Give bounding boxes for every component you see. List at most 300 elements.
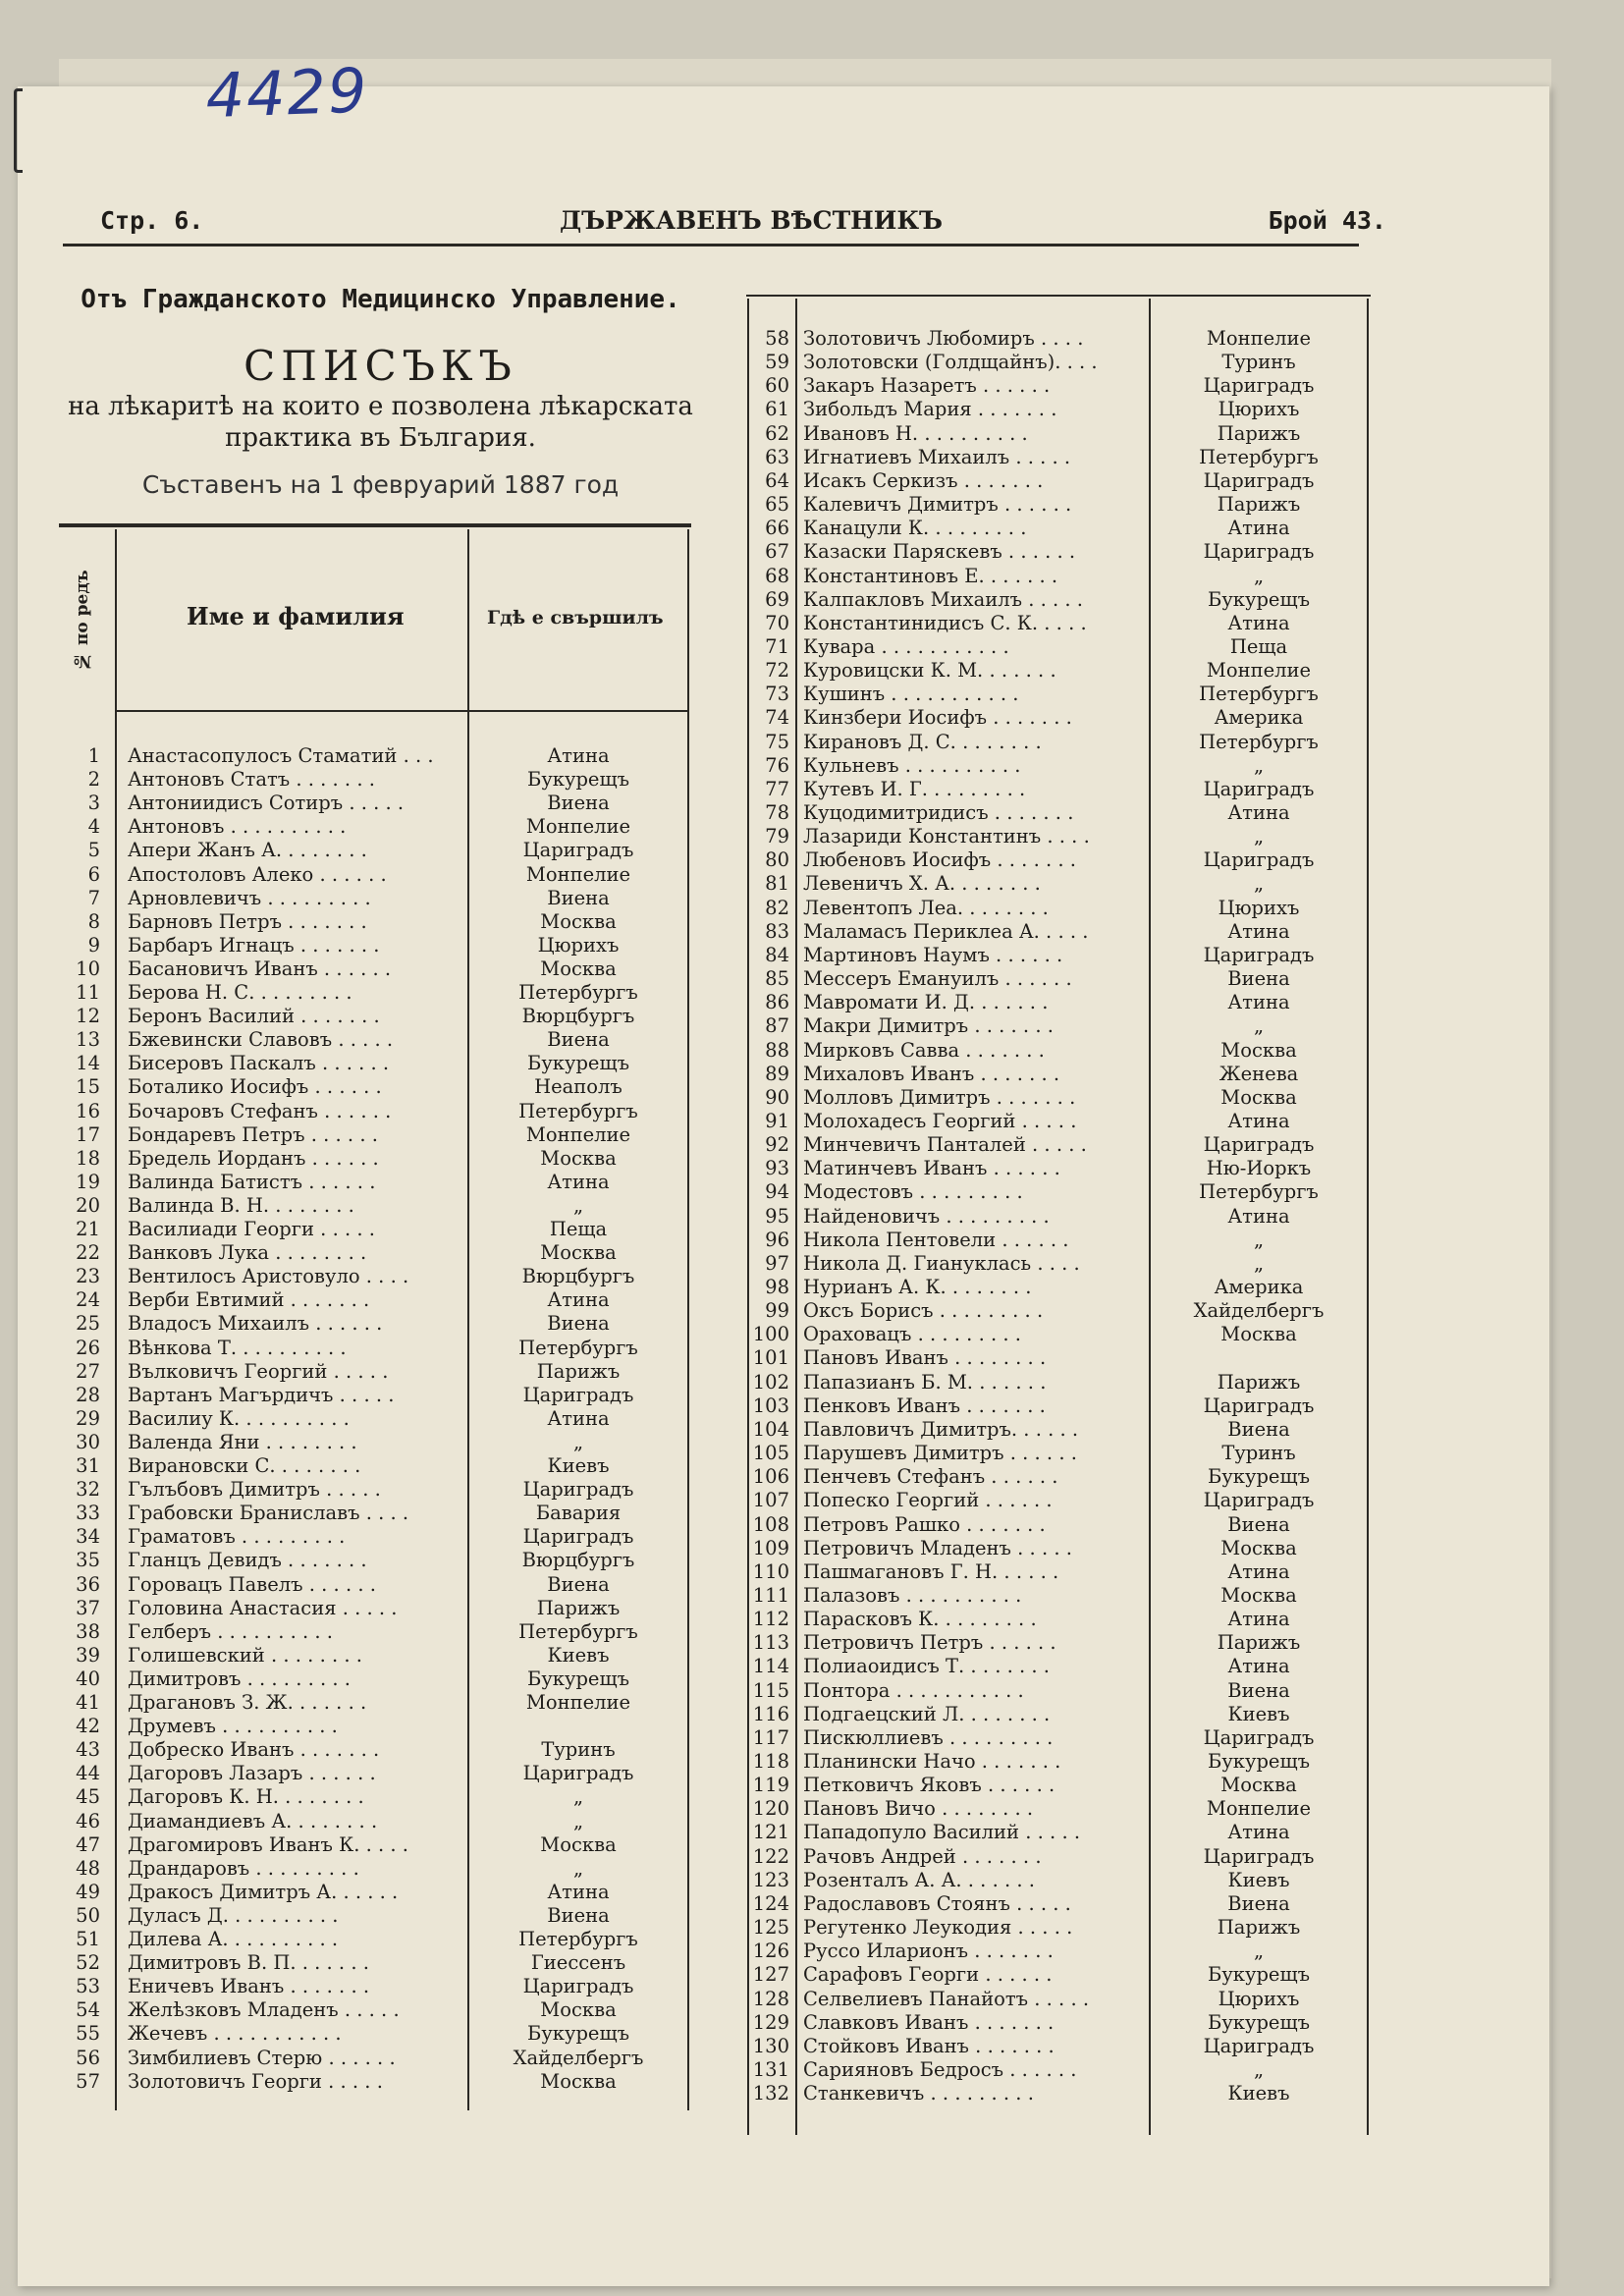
graduation-city: Атина [547,1406,610,1430]
row-number: 53 [76,1975,100,1998]
table-row [746,872,1371,896]
doctor-name: Никола Пентовели . . . . . . [803,1228,1069,1251]
doctor-name: Дагоровъ К. Н. . . . . . . . [128,1785,364,1809]
table-row [746,1988,1371,2011]
table-row [746,1821,1371,1844]
doctor-name: Калевичъ Димитръ . . . . . . [803,493,1072,517]
row-number: 132 [752,2082,789,2105]
table-row [59,792,691,815]
authority-heading: Отъ Гражданското Медицинско Управление. [81,285,680,314]
table-row [59,1549,691,1572]
graduation-city: Цариградъ [522,1975,634,1998]
graduation-city: Цариградъ [1203,943,1315,966]
row-number: 18 [76,1146,100,1170]
row-number: 22 [76,1241,100,1265]
graduation-city: Парижъ [536,1359,621,1383]
table-row [746,374,1371,398]
graduation-city: Москва [1220,1536,1297,1559]
doctor-name: Подгаецский Л. . . . . . . . [803,1702,1051,1725]
graduation-city: Гиессенъ [530,1951,626,1975]
table-row [746,1655,1371,1678]
doctor-name: Вълковичъ Георгий . . . . . [128,1359,389,1383]
table-row [746,2011,1371,2035]
graduation-city: Москва [540,2069,617,2093]
graduation-city: Атина [1227,919,1290,943]
newspaper-title: ДЪРЖАВЕНЪ ВѢСТНИКЪ [560,206,944,235]
graduation-city: Киевъ [1227,1868,1290,1891]
row-number: 105 [752,1442,789,1465]
row-number: 31 [76,1454,100,1477]
graduation-city: Парижъ [1217,493,1301,517]
doctor-name: Василиади Георги . . . . . [128,1218,375,1240]
row-number: 85 [765,967,789,991]
graduation-city: Букурещъ [526,1052,630,1075]
table-row [59,934,691,957]
row-number: 82 [765,896,789,919]
row-number: 91 [765,1109,789,1132]
row-number: 104 [752,1417,789,1441]
left-table [59,523,691,2114]
graduation-city: Петербургъ [1199,730,1319,753]
doctor-name: Мартиновъ Наумъ . . . . . . [803,943,1063,966]
row-number: 87 [765,1014,789,1038]
row-number: 13 [76,1028,100,1052]
graduation-city: Вюрцбургъ [521,1549,635,1572]
graduation-city: Цариградъ [522,1525,634,1549]
doctor-name: Берова Н. С. . . . . . . . . [128,981,352,1004]
row-number: 74 [765,706,789,730]
row-number: 76 [765,753,789,777]
graduation-city: Цариградъ [522,1383,634,1406]
row-number: 80 [765,848,789,872]
graduation-city: Цариградъ [1203,848,1315,872]
table-row [59,863,691,887]
list-description: на лѣкаритѣ на които е позволена лѣкарската [68,392,693,421]
graduation-city: „ [1253,2057,1265,2081]
graduation-city: Виена [547,1572,610,1596]
graduation-city: Атина [1227,801,1290,824]
table-row [59,2070,691,2094]
doctor-name: Петровичъ Петръ . . . . . . [803,1631,1056,1655]
graduation-city: Пеща [1229,634,1288,658]
row-number: 19 [76,1170,100,1193]
graduation-city: Виена [1227,1891,1290,1915]
table-row [59,887,691,910]
graduation-city: Пеща [549,1218,608,1240]
table-row [746,1323,1371,1346]
row-number: 65 [765,493,789,517]
graduation-city: Цюрихъ [1218,398,1300,421]
row-number: 32 [76,1478,100,1502]
row-number: 129 [752,2010,789,2034]
row-number: 102 [752,1370,789,1394]
graduation-city: Букурещъ [1207,1750,1311,1773]
row-number: 1 [87,744,100,767]
table-row [59,1502,691,1525]
row-number: 60 [765,374,789,398]
graduation-city: Цюрихъ [1218,896,1300,919]
row-number: 116 [752,1702,789,1725]
doctor-name: Кульневъ . . . . . . . . . . [803,753,1021,777]
doctor-name: Любеновъ Иосифъ . . . . . . . [803,848,1076,872]
row-number: 41 [76,1691,100,1714]
row-number: 3 [87,792,100,815]
graduation-city: Цариградъ [1203,1489,1315,1512]
table-row [59,1762,691,1785]
doctor-name: Диамандиевъ А. . . . . . . . [128,1809,378,1832]
table-row [746,1560,1371,1584]
graduation-city: Америка [1214,706,1304,730]
doctor-name: Константиновъ Е. . . . . . . [803,564,1058,587]
graduation-city: Ню-Иоркъ [1206,1157,1312,1180]
table-row [746,1774,1371,1797]
table-top-rule [59,523,691,527]
doctor-name: Василиу К. . . . . . . . . . [128,1406,350,1430]
doctor-name: Радославовъ Стоянъ . . . . . [803,1891,1071,1915]
table-row [746,398,1371,421]
row-number: 35 [76,1549,100,1572]
row-number: 64 [765,468,789,492]
row-number: 34 [76,1525,100,1549]
graduation-city: Туринъ [541,1738,616,1762]
doctor-name: Антоновъ Статъ . . . . . . . [128,768,375,792]
doctor-name: Гелберъ . . . . . . . . . . [128,1619,333,1643]
doctor-name: Валенда Яни . . . . . . . . [128,1430,357,1453]
doctor-name: Матинчевъ Иванъ . . . . . . [803,1157,1060,1180]
doctor-name: Еничевъ Иванъ . . . . . . . [128,1975,370,1998]
graduation-city: Бавария [535,1502,622,1525]
table-row [59,2047,691,2070]
row-number: 7 [87,886,100,909]
row-number: 112 [752,1608,789,1631]
doctor-name: Минчевичъ Панталей . . . . . [803,1133,1087,1157]
table-row [59,1738,691,1762]
doctor-name: Модестовъ . . . . . . . . . [803,1180,1023,1204]
table-row [59,1052,691,1075]
row-number: 10 [76,957,100,980]
graduation-city: „ [1253,825,1265,848]
table-row [59,1171,691,1194]
row-number: 38 [76,1619,100,1643]
doctor-name: Гълъбовъ Димитръ . . . . . [128,1478,381,1502]
graduation-city: Виена [547,792,610,815]
doctor-name: Дракосъ Димитръ А. . . . . . [128,1880,399,1903]
graduation-city: Москва [1220,1583,1297,1607]
graduation-city: Виена [1227,1678,1290,1702]
graduation-city: Москва [1220,1774,1297,1797]
table-row [746,2058,1371,2082]
table-row [746,1845,1371,1869]
row-number: 67 [765,540,789,564]
table-row [746,706,1371,730]
table-row [59,1715,691,1738]
row-number: 108 [752,1512,789,1536]
table-row [746,540,1371,564]
graduation-city: Москва [540,957,617,980]
graduation-city: Букурещъ [526,768,630,792]
doctor-name: Куцодимитридисъ . . . . . . . [803,801,1074,824]
table-row [59,1597,691,1620]
row-number: 52 [76,1951,100,1975]
doctor-name: Пашмагановъ Г. Н. . . . . . [803,1559,1059,1583]
doctor-name: Левентопъ Леа. . . . . . . . [803,896,1049,919]
graduation-city: Букурещъ [1207,1465,1311,1489]
doctor-name: Кушинъ . . . . . . . . . . . [803,683,1019,706]
row-number: 58 [765,327,789,350]
table-row [59,981,691,1005]
row-number: 125 [752,1916,789,1940]
row-number: 97 [765,1251,789,1275]
table-row [59,1644,691,1667]
row-number: 92 [765,1133,789,1157]
doctor-name: Мессеръ Емануилъ . . . . . . [803,967,1072,991]
binding-clip [14,88,23,173]
row-number: 118 [752,1750,789,1773]
table-row [746,1371,1371,1394]
doctor-name: Гланцъ Девидъ . . . . . . . [128,1549,367,1572]
row-number: 63 [765,445,789,468]
table-row [746,1631,1371,1655]
graduation-city: Виена [1227,1417,1290,1441]
table-row [746,778,1371,801]
table-row [746,920,1371,944]
row-number: 61 [765,398,789,421]
graduation-city: Монпелие [525,862,631,886]
table-row [59,1620,691,1644]
table-row [746,991,1371,1014]
table-row [59,910,691,934]
doctor-name: Павловичъ Димитръ. . . . . . [803,1417,1079,1441]
table-row [746,731,1371,754]
row-number: 101 [752,1346,789,1370]
table-row [746,1063,1371,1086]
graduation-city: Монпелие [525,1691,631,1714]
archive-number-stamp: 4429 [204,54,370,133]
row-number: 68 [765,564,789,587]
doctor-name: Жечевъ . . . . . . . . . . . [128,2022,342,2046]
row-number: 62 [765,421,789,445]
doctor-name: Валинда В. Н. . . . . . . . [128,1193,354,1217]
doctor-name: Бисеровъ Паскалъ . . . . . . [128,1052,390,1075]
table-row [746,469,1371,493]
table-row [746,897,1371,920]
graduation-city: Букурещъ [1207,2010,1311,2034]
row-number: 123 [752,1868,789,1891]
doctor-name: Сарияновъ Бедросъ . . . . . . [803,2057,1077,2081]
doctor-name: Михаловъ Иванъ . . . . . . . [803,1062,1060,1085]
graduation-city: Вюрцбургъ [521,1265,635,1288]
table-row [746,565,1371,588]
graduation-city: Москва [540,1832,617,1856]
table-row [746,1180,1371,1204]
graduation-city: Москва [1220,1038,1297,1062]
table-row [59,1100,691,1123]
graduation-city: „ [572,1856,584,1880]
doctor-name: Пановъ Вичо . . . . . . . . [803,1797,1034,1821]
doctor-name: Полиаоидисъ Т. . . . . . . . [803,1655,1051,1678]
table-row [746,588,1371,612]
table-row [59,957,691,981]
graduation-city: Атина [547,744,610,767]
doctor-name: Розенталъ А. А. . . . . . . [803,1868,1035,1891]
row-number: 94 [765,1180,789,1204]
graduation-city: „ [572,1785,584,1809]
doctor-name: Дагоровъ Лазаръ . . . . . . [128,1762,376,1785]
table-row [746,1513,1371,1537]
doctor-name: Граматовъ . . . . . . . . . [128,1525,346,1549]
list-title: СПИСЪКЪ [244,342,517,390]
graduation-city: Атина [1227,1204,1290,1228]
table-row [746,1608,1371,1631]
doctor-name: Друмевъ . . . . . . . . . . [128,1715,338,1738]
graduation-city: Парижъ [1217,421,1301,445]
doctor-name: Попеско Георгий . . . . . . [803,1489,1053,1512]
doctor-name: Вѣнкова Т. . . . . . . . . . [128,1336,347,1359]
row-number: 28 [76,1383,100,1406]
graduation-city: Москва [540,1998,617,2022]
graduation-city: Петербургъ [1199,1180,1319,1204]
doctor-name: Зимбилиевъ Стерю . . . . . . [128,2046,396,2069]
doctor-name: Вентилосъ Аристовуло . . . . [128,1265,409,1288]
row-number: 44 [76,1762,100,1785]
graduation-city: Цариградъ [1203,2034,1315,2057]
doctor-name: Сарафовъ Георги . . . . . . [803,1963,1053,1987]
table-row [59,1667,691,1691]
table-row [59,1337,691,1360]
doctor-name: Димитровъ . . . . . . . . . [128,1667,351,1690]
doctor-name: Пападопуло Василий . . . . . [803,1821,1081,1844]
doctor-name: Бжевински Славовъ . . . . . [128,1028,394,1052]
table-row [746,1252,1371,1276]
table-row [746,1110,1371,1133]
graduation-city: Виена [1227,1512,1290,1536]
graduation-city: Москва [540,1241,617,1265]
table-row [746,825,1371,848]
table-row [746,446,1371,469]
table-row [746,1157,1371,1180]
row-number: 56 [76,2046,100,2069]
row-number: 47 [76,1832,100,1856]
table-row [746,1726,1371,1750]
table-row [59,1147,691,1171]
doctor-name: Валинда Батистъ . . . . . . [128,1170,376,1193]
row-number: 120 [752,1797,789,1821]
column-header-no: № по редъ [73,570,92,671]
doctor-name: Оксъ Борисъ . . . . . . . . . [803,1299,1044,1323]
row-number: 40 [76,1667,100,1690]
table-row [746,2035,1371,2058]
graduation-city: Петербургъ [518,981,638,1004]
list-description-cont: практика въ България. [225,423,536,453]
row-number: 59 [765,351,789,374]
table-row [746,944,1371,967]
doctor-name: Добреско Иванъ . . . . . . . [128,1738,380,1762]
doctor-name: Беронъ Василий . . . . . . . [128,1005,380,1028]
graduation-city: Атина [1227,517,1290,540]
doctor-name: Пановъ Иванъ . . . . . . . . [803,1346,1047,1370]
doctor-name: Головина Анастасия . . . . . [128,1596,398,1619]
table-row [746,517,1371,540]
table-row [746,635,1371,659]
table-row [746,1465,1371,1489]
graduation-city: Цариградъ [1203,1394,1315,1417]
graduation-city: Букурещъ [526,1667,630,1690]
doctor-name: Станкевичъ . . . . . . . . . [803,2082,1034,2105]
row-number: 42 [76,1715,100,1738]
graduation-city: Хайделбергъ [1193,1299,1325,1323]
row-number: 25 [76,1312,100,1336]
graduation-city: Петербургъ [518,1928,638,1950]
doctor-name: Петровичъ Младенъ . . . . . [803,1536,1072,1559]
table-row [59,1904,691,1928]
row-number: 71 [765,634,789,658]
row-number: 81 [765,872,789,896]
graduation-city: Цариградъ [522,1478,634,1502]
doctor-name: Ванковъ Лука . . . . . . . . [128,1241,367,1265]
graduation-city: Киевъ [1227,2082,1290,2105]
table-row [59,1312,691,1336]
doctor-name: Парушевъ Димитръ . . . . . . [803,1442,1077,1465]
doctor-name: Барбаръ Игнацъ . . . . . . . [128,933,380,957]
doctor-name: Дилева А. . . . . . . . . . [128,1928,339,1950]
table-row [746,1394,1371,1418]
title-block [54,285,707,499]
graduation-city: „ [1253,1228,1265,1251]
graduation-city: Виена [547,1312,610,1336]
row-number: 93 [765,1157,789,1180]
doctor-name: Найденовичъ . . . . . . . . . [803,1204,1050,1228]
graduation-city: Петербургъ [1199,445,1319,468]
table-row [746,1346,1371,1370]
graduation-city: Монпелие [525,815,631,839]
doctor-name: Папазианъ Б. М. . . . . . . [803,1370,1047,1394]
graduation-city: „ [572,1809,584,1832]
doctor-name: Петровъ Рашко . . . . . . . [803,1512,1046,1536]
graduation-city: Киевъ [547,1454,610,1477]
doctor-name: Кинзбери Иосифъ . . . . . . . [803,706,1072,730]
table-row [59,1384,691,1407]
doctor-name: Пенковъ Иванъ . . . . . . . [803,1394,1046,1417]
graduation-city: Вюрцбургъ [521,1005,635,1028]
table-row [746,1086,1371,1110]
row-number: 99 [765,1299,789,1323]
graduation-city: Атина [1227,611,1290,634]
graduation-city: Цюрихъ [537,933,620,957]
doctor-name: Драгановъ З. Ж. . . . . . . [128,1691,367,1714]
doctor-name: Золотовичъ Любомиръ . . . . [803,327,1084,350]
table-row [59,1833,691,1857]
doctor-name: Дуласъ Д. . . . . . . . . . [128,1903,339,1927]
row-number: 78 [765,801,789,824]
row-number: 127 [752,1963,789,1987]
graduation-city: Монпелие [1206,327,1312,350]
table-row [59,744,691,768]
table-row [59,815,691,839]
table-row [746,612,1371,635]
graduation-city: „ [1253,1251,1265,1275]
table-row [746,1703,1371,1726]
row-number: 96 [765,1228,789,1251]
doctor-name: Понтора . . . . . . . . . . . [803,1678,1024,1702]
doctor-name: Нурианъ А. К. . . . . . . . [803,1276,1032,1298]
graduation-city: Цариградъ [1203,540,1315,564]
table-row [746,848,1371,872]
doctor-name: Исакъ Серкизъ . . . . . . . [803,468,1044,492]
graduation-city: Москва [1220,1085,1297,1109]
table-row [59,1005,691,1028]
row-number: 54 [76,1998,100,2022]
table-row [746,422,1371,446]
